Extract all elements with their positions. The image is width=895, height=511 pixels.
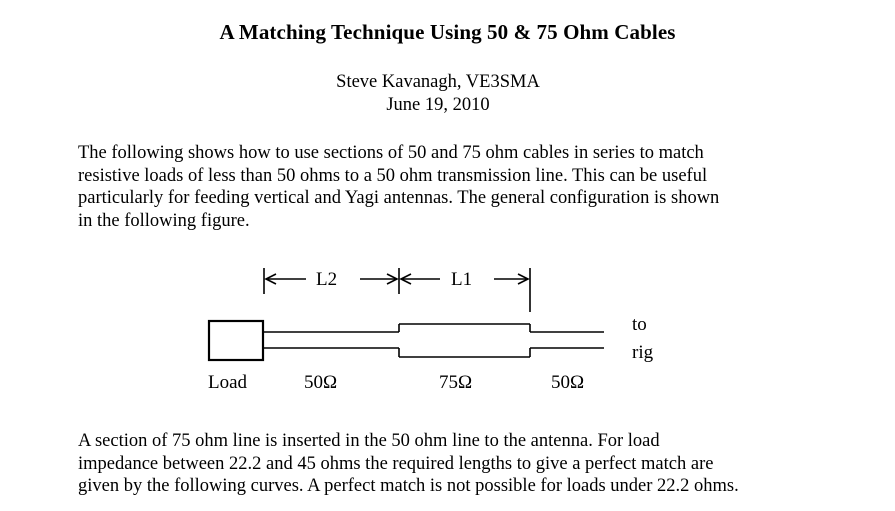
to-label: to [632,314,647,335]
document-title: A Matching Technique Using 50 & 75 Ohm Cables [219,20,676,44]
date-line: June 19, 2010 [386,95,490,115]
rig-label: rig [632,342,654,363]
author-line: Steve Kavanagh, VE3SMA [336,72,540,92]
load-box [209,321,263,360]
body-line: A section of 75 ohm line is inserted in the 50 ohm line to the antenna. For load [78,431,660,451]
body-line: impedance between 22.2 and 45 ohms the required lengths to give a perfect match are [78,453,714,474]
intro-line: in the following figure. [78,210,250,231]
intro-line: resistive loads of less than 50 ohms to a 50 ohm transmission line. This can be useful [78,165,708,186]
body-line: given by the following curves. A perfect match is not possible for loads under 22.2 ohms. [78,476,739,496]
intro-line: The following shows how to use sections of 50 and 75 ohm cables in series to match [78,143,704,163]
cable1-impedance-label: 50Ω [304,372,338,393]
intro-line: particularly for feeding vertical and Yagi antennas. The general configuration is shown [78,188,720,208]
load-label: Load [208,372,248,393]
l2-label: L2 [316,269,338,290]
cable2-impedance-label: 75Ω [439,372,473,393]
l1-label: L1 [451,269,473,290]
body-paragraph [78,430,838,498]
cable3-impedance-label: 50Ω [551,372,585,393]
